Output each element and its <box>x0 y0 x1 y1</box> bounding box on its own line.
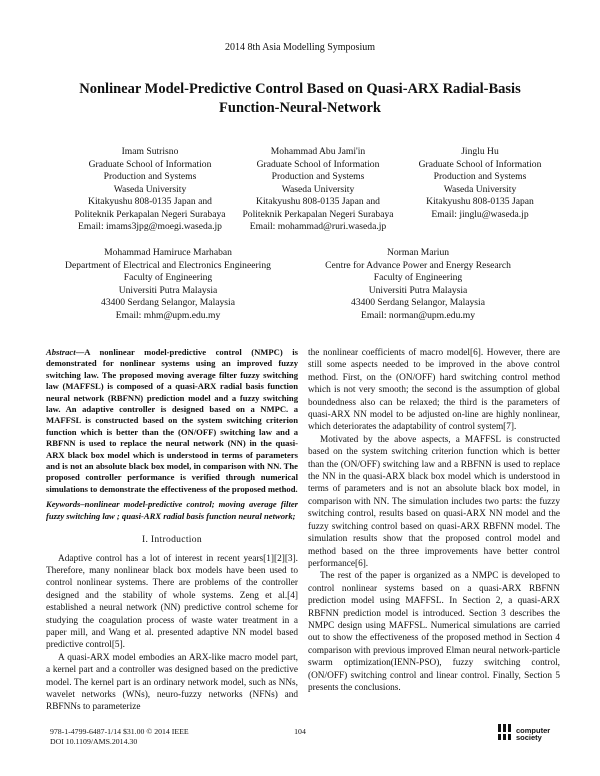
author-line: Centre for Advance Power and Energy Research <box>325 259 511 271</box>
abstract <box>46 347 298 495</box>
logo-line-2: society <box>516 733 542 742</box>
author-line: Waseda University <box>443 183 517 195</box>
author-line: 43400 Serdang Selangor, Malaysia <box>101 297 235 308</box>
author-line: Mohammad Abu Jami'in <box>270 146 366 157</box>
author-line: Production and Systems <box>433 171 527 182</box>
author-line: Graduate School of Information <box>256 158 380 170</box>
author-line: Politeknik Perkapalan Negeri Surabaya <box>242 208 394 220</box>
author-line: Kitakyushu 808-0135 Japan <box>426 196 534 207</box>
author-line: Graduate School of Information <box>88 158 212 170</box>
author-line: Norman Mariun <box>386 247 450 258</box>
section-heading: I. Introduction <box>142 534 202 546</box>
author-email: Email: jinglu@waseda.jp <box>431 208 529 220</box>
author-block-2 <box>240 146 396 234</box>
author-email: Email: imams3jpg@moegi.waseda.jp <box>78 221 222 232</box>
left-column <box>46 347 298 714</box>
title-line-2: Function-Neural-Network <box>219 100 381 116</box>
footer-doi: DOI 10.1109/AMS.2014.30 <box>50 737 138 746</box>
conference-name: 2014 8th Asia Modelling Symposium <box>224 42 375 53</box>
author-email: Email: norman@upm.edu.my <box>360 309 476 321</box>
author-line: Kitakyushu 808-0135 Japan and <box>88 196 212 207</box>
author-line: Mohammad Hamiruce Marhaban <box>104 247 232 258</box>
author-line: Waseda University <box>113 183 187 195</box>
author-block-4 <box>48 247 288 322</box>
page-number: 104 <box>294 727 306 736</box>
abstract-lead: Abstract <box>46 347 76 357</box>
author-block-5 <box>308 247 528 322</box>
author-line: Faculty of Engineering <box>123 272 213 283</box>
logo-line-1: computer <box>516 726 551 735</box>
author-line: Production and Systems <box>271 171 365 182</box>
right-column <box>308 347 560 694</box>
author-line: 43400 Serdang Selangor, Malaysia <box>351 297 485 308</box>
paragraph: the nonlinear coefficients of macro model[6]. However, there are still some aspects needed to be improved in the above control method. First, on the (ON/OFF) hard switching control method which is not very smooth; the second is the assumption of global boundedness also can be relaxed; the third is the parameters of quasi-ARX NN model to be adjusted on-line are highly nonlinear, which deteriorates the adaptability of control system[7]. <box>308 348 560 433</box>
author-line: Waseda University <box>281 183 355 195</box>
author-email: Email: mohammad@ruri.waseda.jp <box>249 221 387 232</box>
author-line: Imam Sutrisno <box>121 146 179 157</box>
abstract-text: —A nonlinear model-predictive control (NMPC) is demonstrated for nonlinear systems using an improved fuzzy switching law. The proposed moving average filter fuzzy switching law (MAFFSL) is composed of a quasi-ARX radial basis function neural network (RBFNN) prediction model and a fuzzy switching law. An adaptive controller is designed based on a NMPC. a MAFFSL is constructed based on the system switching criterion function which is better than the (ON/OFF) switching law and a RBFNN is used to replace the neural network (NN) in the quasi-ARX black box model which is understood in terms of parameters and is not an absolute black box model, in comparison with NN. The proposed controller performance is verified through numerical simulations to demonstrate the effectiveness of the proposed method. <box>46 347 298 494</box>
author-block-3 <box>406 146 554 221</box>
author-line: Production and Systems <box>103 171 197 182</box>
paragraph: Adaptive control has a lot of interest in recent years[1][2][3]. Therefore, many nonlinear black box models have been used to control nonlinear systems. There are problems of the controller designed and the stability of whole systems. Zeng et al.[4] established a neural network (NN) predictive control scheme for studying the coagulation process of waste water treatment in a paper mill, and Wang et al. presented adaptive NN model based predictive control[5]. <box>46 553 298 651</box>
author-line: Faculty of Engineering <box>373 272 463 283</box>
author-line: Universiti Putra Malaysia <box>118 284 218 296</box>
author-line: Graduate School of Information <box>418 158 542 170</box>
keywords: Keywords–nonlinear model-predictive control; moving average filter fuzzy switching law ; quasi-ARX radial basis function neural network; <box>46 499 298 521</box>
footer-isbn: 978-1-4799-6487-1/14 $31.00 © 2014 IEEE <box>50 727 189 736</box>
author-line: Politeknik Perkapalan Negeri Surabaya <box>74 208 226 220</box>
author-line: Kitakyushu 808-0135 Japan and <box>256 196 380 207</box>
logo-mark-icon <box>496 722 514 744</box>
title-line-1: Nonlinear Model-Predictive Control Based on Quasi-ARX Radial-Basis <box>79 81 521 97</box>
paragraph: A quasi-ARX model embodies an ARX-like macro model part, a kernel part and a controller was designed based on the predictive model. The kernel part is an ordinary network model, such as NNs, wavelet networks (WNs), neuro-fuzzy networks (NFNs) and RBFNNs to parameterize <box>46 652 298 713</box>
paper-title <box>60 80 540 118</box>
paragraph: Motivated by the above aspects, a MAFFSL is constructed based on the system switching criterion function which is better than the (ON/OFF) switching law and a RBFNN is used to replace the NN in the quasi-ARX black box model which is understood in terms of parameters and is not an absolute black box model, in comparison with NN. The simulation includes two parts: the fuzzy switching control, results based on quasi-ARX NN model and the fuzzy switching control based on quasi-ARX RBFNN model. The simulation results show that the proposed control model and method based on the three improvements have better control performance[6]. <box>308 434 560 569</box>
author-block-1 <box>72 146 228 234</box>
author-line: Jinglu Hu <box>461 146 499 157</box>
author-line: Department of Electrical and Electronics Engineering <box>65 259 271 271</box>
author-line: Universiti Putra Malaysia <box>368 284 468 296</box>
paragraph: The rest of the paper is organized as a NMPC is developed to control nonlinear systems based on a quasi-ARX RBFNN prediction model using MAFFSL. In Section 2, a quasi-ARX RBFNN prediction model is introduced. Section 3 describes the NMPC design using MAFFSL. Numerical simulations are carried out to show the effectiveness of the proposed method in Section 4 comparison with previous improved Elman neural network-particle swarm optimization(IENN-PSO), fuzzy switching control, (ON/OFF) switching control and linear control. Finally, Section 5 presents the conclusions. <box>308 571 560 693</box>
author-email: Email: mhm@upm.edu.my <box>115 309 221 321</box>
logo-text <box>516 727 550 741</box>
computer-society-logo <box>496 720 560 744</box>
